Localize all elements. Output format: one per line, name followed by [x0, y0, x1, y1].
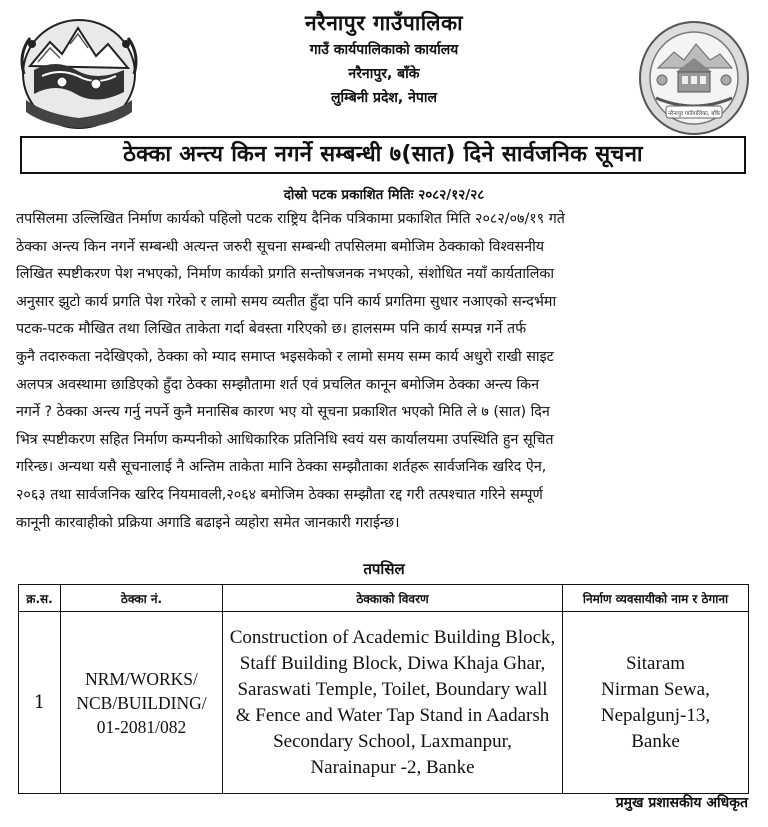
contract-no-line: 01-2081/082: [96, 716, 187, 737]
cell-sn: 1: [19, 612, 61, 794]
notice-body-line: गरिन्छ। अन्यथा यसै सूचनालाई नै अन्तिम ताकेता मानि ठेक्का सम्झौताका शर्तहरू सार्वजनिक खरिद ऐन,: [16, 459, 547, 476]
cell-contractor: [563, 612, 749, 794]
notice-body-line: २०६३ तथा सार्वजनिक खरिद नियमावली,२०६४ बमोजिम ठेक्का सम्झौता रद्द गरी तत्पश्चात गरिने सम्पूर्ण: [16, 486, 543, 503]
office-province: लुम्बिनी प्रदेश, नेपाल: [331, 90, 437, 106]
nepal-emblem-icon: [16, 14, 142, 134]
notice-body-line: नगर्ने ? ठेक्का अन्त्य गर्नु नपर्ने कुनै मनासिब कारण भए यो सूचना प्रकाशित भएको मिति ले ७ (सात) दिन: [16, 404, 550, 421]
contractor-line: Nepalgunj-13,: [600, 704, 711, 726]
office-header: [160, 8, 608, 110]
contract-no-line: NRM/WORKS/: [85, 668, 198, 689]
notice-body-line: ठेक्का अन्त्य किन नगर्ने सम्बन्धी अत्यन्त जरुरी सूचना सम्बन्धी तपसिलमा बमोजिम ठेक्काको विश्वसनीय: [16, 238, 545, 255]
notice-body-line: पटक-पटक मौखित तथा लिखित ताकेता गर्दा बेवस्ता गरिएको छ। हालसम्म पनि कार्य सम्पन्न गर्ने तर्फ: [16, 321, 527, 338]
column-header-sn: क्र.स.: [19, 585, 61, 612]
table-row: [19, 612, 749, 794]
notice-body: [16, 206, 752, 537]
seal-text: नरैनापुर गाउँपालिका, बाँके: [667, 111, 721, 117]
notice-body-line: कुनै तदारुकता नदेखिएको, ठेक्का को म्याद समाप्त भइसकेको र लामो समय सम्म कार्य अधुरो राखी साइट: [16, 348, 554, 365]
notice-body-line: भित्र स्पष्टीकरण सहित निर्माण कम्पनीको आधिकारिक प्रतिनिधि स्वयं यस कार्यालयमा उपस्थिति हुन सूचित: [16, 431, 554, 448]
contractor-line: Banke: [631, 730, 680, 752]
table-header-row: [19, 585, 749, 612]
municipality-name: नरैनापुर गाउँपालिका: [304, 11, 464, 35]
published-date: दोस्रो पटक प्रकाशित मितिः २०८२/१२/२८: [283, 187, 485, 203]
municipality-seal-icon: [636, 18, 752, 136]
notice-heading: ठेक्का अन्त्य किन नगर्ने सम्बन्धी ७(सात) दिने सार्वजनिक सूचना: [20, 136, 746, 174]
office-name: गाउँ कार्यपालिकाको कार्यालय: [309, 42, 459, 58]
contractor-line: Sitaram: [625, 652, 686, 674]
column-header-contract-no: ठेक्का नं.: [61, 585, 223, 612]
column-header-description: ठेक्काको विवरण: [223, 585, 563, 612]
column-header-contractor: निर्माण व्यवसायीको नाम र ठेगाना: [563, 585, 749, 612]
notice-body-line: कानूनी कारवाहीको प्रक्रिया अगाडि बढाइने व्यहोरा समेत जानकारी गराईन्छ।: [16, 514, 400, 531]
contractor-line: Nirman Sewa,: [601, 678, 710, 700]
signatory-title: प्रमुख प्रशासकीय अधिकृत: [615, 795, 748, 811]
contract-no-line: NCB/BUILDING/: [76, 692, 207, 713]
cell-contract-no: [61, 612, 223, 794]
notice-body-line: लिखित स्पष्टीकरण पेश नभएको, निर्माण कार्यको प्रगति सन्तोषजनक नभएको, संशोधित नयाँ कार्यतालिका: [16, 266, 555, 283]
office-address: नरैनापुर, बाँके: [348, 66, 420, 82]
schedule-table: [18, 584, 749, 794]
notice-body-line: अलपत्र अवस्थामा छाडिएको हुँदा ठेक्का सम्झौतामा शर्त एवं प्रचलित कानून बमोजिम ठेक्का अन्त्य किन: [16, 376, 540, 393]
notice-body-line: अनुसार झुटो कार्य प्रगति पेश गरेको र लामो समय व्यतीत हुँदा पनि कार्य प्रगतिमा सुधार नआएको सन्दर्भमा: [16, 293, 557, 310]
schedule-title: तपसिल: [363, 560, 405, 578]
cell-description: Construction of Academic Building Block, Staff Building Block, Diwa Khaja Ghar, Saraswati Temple, Toilet, Boundary wall & Fence and Water Tap Stand in Aadarsh Secondary School, Laxmanpur, Narainapur -2, Banke: [223, 612, 563, 794]
notice-body-line: तपसिलमा उल्लिखित निर्माण कार्यको पहिलो पटक राष्ट्रिय दैनिक पत्रिकामा प्रकाशित मिति २०८२/०७/१९ गते: [16, 211, 565, 227]
